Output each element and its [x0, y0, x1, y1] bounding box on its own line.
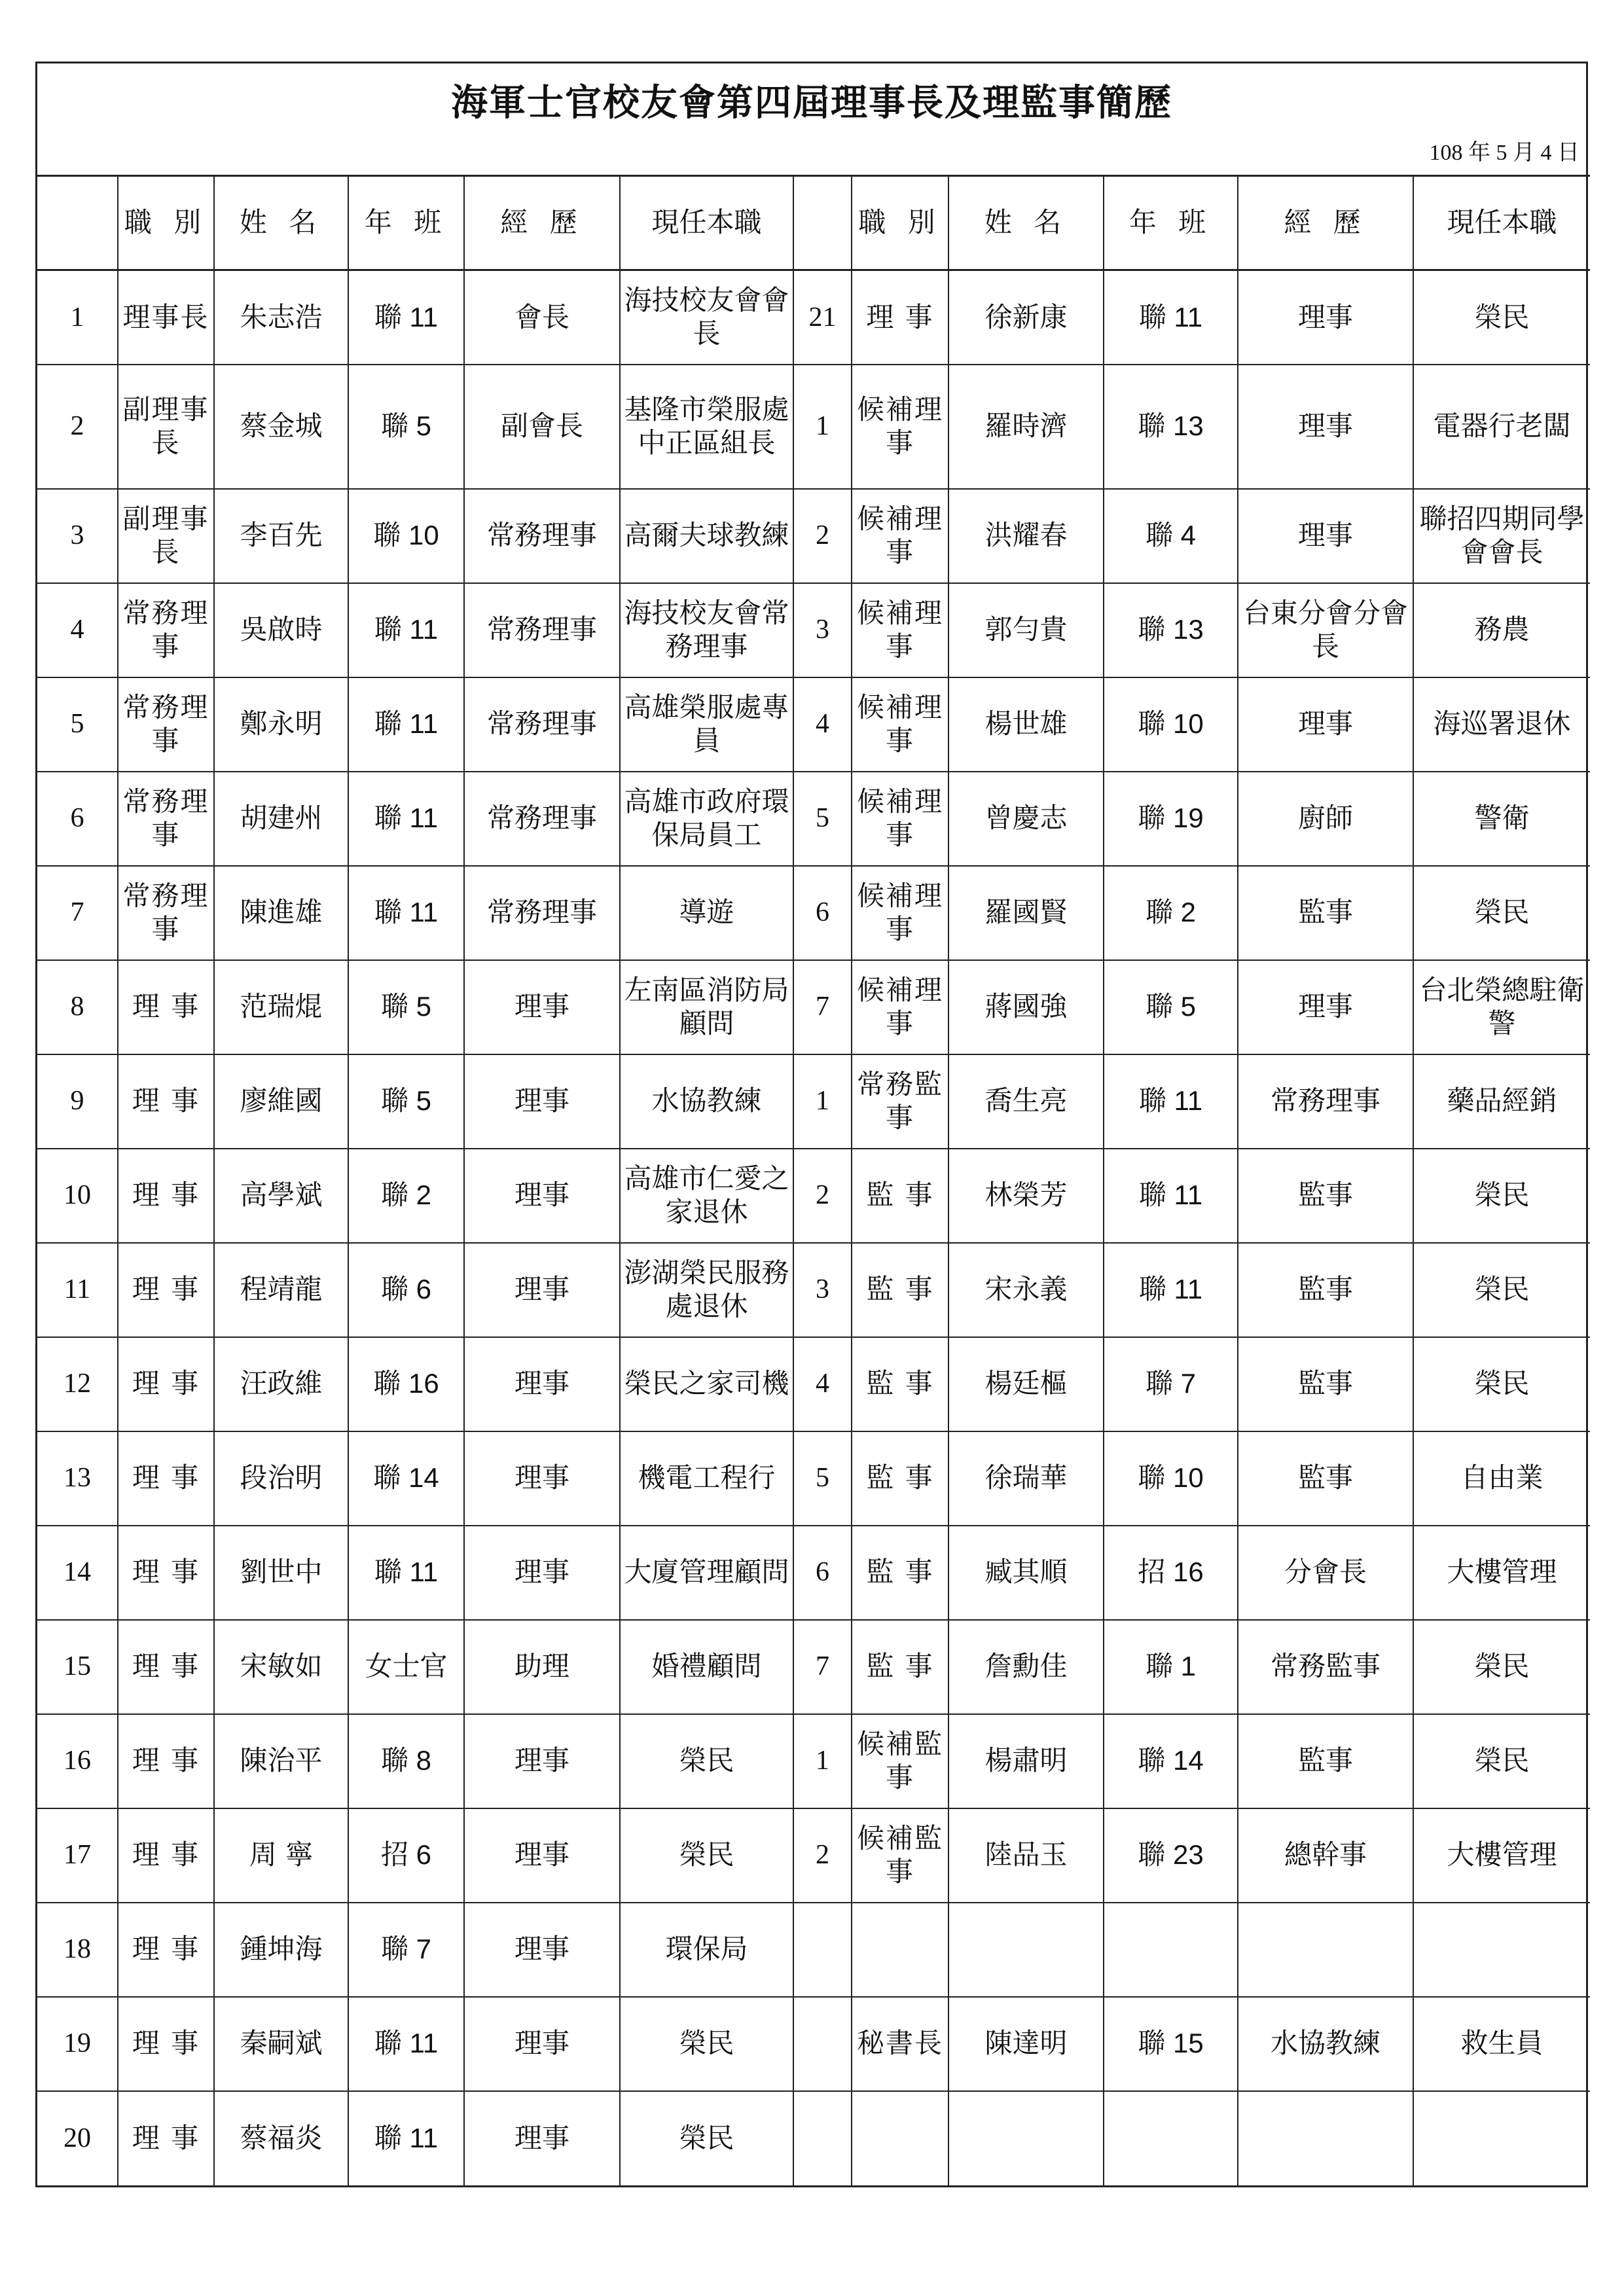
experience-cell-right: 監事: [1238, 1243, 1413, 1337]
header-role: 職 別: [118, 176, 214, 270]
current-job-cell: 左南區消防局顧問: [620, 960, 793, 1054]
class-cell: 招 6: [348, 1808, 464, 1903]
experience-cell-right: 監事: [1238, 1149, 1413, 1243]
name-cell-right: 詹勳佳: [948, 1620, 1104, 1714]
current-job-cell: 澎湖榮民服務處退休: [620, 1243, 793, 1337]
role-cell: 理 事: [118, 1997, 214, 2091]
name-cell-right: 喬生亮: [948, 1054, 1104, 1149]
class-cell-right: 聯 2: [1104, 866, 1238, 960]
table-row: [37, 772, 1590, 866]
table-row: [37, 270, 1590, 365]
row-number-right: 1: [793, 365, 852, 489]
row-number-right: 2: [793, 1149, 852, 1243]
class-cell: 聯 11: [348, 2091, 464, 2185]
row-number-right: 4: [793, 1337, 852, 1431]
row-number-right: 2: [793, 1808, 852, 1903]
name-cell-right: 楊廷樞: [948, 1337, 1104, 1431]
class-cell-right: 聯 11: [1104, 1054, 1238, 1149]
role-cell-right: [852, 2091, 948, 2185]
class-cell: 聯 5: [348, 1054, 464, 1149]
table-row: [37, 1526, 1590, 1620]
class-cell-right: 聯 13: [1104, 583, 1238, 677]
current-job-cell-right: 藥品經銷: [1413, 1054, 1590, 1149]
name-cell-right: [948, 1903, 1104, 1997]
role-cell-right: 理 事: [852, 270, 948, 365]
name-cell-right: 徐新康: [948, 270, 1104, 365]
class-cell-right: 聯 1: [1104, 1620, 1238, 1714]
role-cell-right: 候補理事: [852, 583, 948, 677]
row-number: 5: [37, 677, 118, 772]
name-cell: 汪政維: [214, 1337, 348, 1431]
table-row: [37, 2091, 1590, 2185]
name-cell-right: 曾慶志: [948, 772, 1104, 866]
row-number: 13: [37, 1431, 118, 1526]
row-number: 9: [37, 1054, 118, 1149]
row-number: 20: [37, 2091, 118, 2185]
name-cell: 胡建州: [214, 772, 348, 866]
current-job-cell-right: 救生員: [1413, 1997, 1590, 2091]
name-cell: 范瑞焜: [214, 960, 348, 1054]
row-number-right: 6: [793, 866, 852, 960]
table-row: [37, 365, 1590, 489]
experience-cell-right: 理事: [1238, 677, 1413, 772]
role-cell-right: 監 事: [852, 1431, 948, 1526]
experience-cell: 理事: [464, 1431, 620, 1526]
role-cell: 理 事: [118, 1714, 214, 1808]
experience-cell-right: 監事: [1238, 1337, 1413, 1431]
experience-cell: 理事: [464, 1526, 620, 1620]
role-cell: 理 事: [118, 1243, 214, 1337]
current-job-cell-right: [1413, 1903, 1590, 1997]
header-class-right: 年 班: [1104, 176, 1238, 270]
experience-cell: 副會長: [464, 365, 620, 489]
current-job-cell-right: 榮民: [1413, 1337, 1590, 1431]
row-number: 1: [37, 270, 118, 365]
name-cell: 程靖龍: [214, 1243, 348, 1337]
current-job-cell: 海技校友會常務理事: [620, 583, 793, 677]
role-cell-right: 監 事: [852, 1337, 948, 1431]
table-row: [37, 1620, 1590, 1714]
table-row: [37, 1337, 1590, 1431]
role-cell-right: 候補理事: [852, 677, 948, 772]
row-number-right: 3: [793, 583, 852, 677]
row-number: 16: [37, 1714, 118, 1808]
experience-cell: 常務理事: [464, 772, 620, 866]
row-number-right: 5: [793, 772, 852, 866]
row-number-right: [793, 1903, 852, 1997]
current-job-cell: 高雄市政府環保局員工: [620, 772, 793, 866]
current-job-cell: 榮民: [620, 1714, 793, 1808]
experience-cell: 理事: [464, 1149, 620, 1243]
role-cell: 常務理事: [118, 677, 214, 772]
experience-cell-right: 監事: [1238, 866, 1413, 960]
name-cell: 劉世中: [214, 1526, 348, 1620]
experience-cell-right: 常務理事: [1238, 1054, 1413, 1149]
class-cell: 聯 2: [348, 1149, 464, 1243]
name-cell: 周 寧: [214, 1808, 348, 1903]
experience-cell-right: 理事: [1238, 270, 1413, 365]
name-cell: 吳啟時: [214, 583, 348, 677]
row-number-right: 7: [793, 1620, 852, 1714]
role-cell-right: 監 事: [852, 1526, 948, 1620]
row-number-right: 3: [793, 1243, 852, 1337]
table-row: [37, 1054, 1590, 1149]
roster-table: [37, 175, 1590, 2185]
name-cell: 鄭永明: [214, 677, 348, 772]
class-cell-right: 聯 23: [1104, 1808, 1238, 1903]
name-cell-right: [948, 2091, 1104, 2185]
row-number: 6: [37, 772, 118, 866]
row-number-right: 21: [793, 270, 852, 365]
current-job-cell-right: 聯招四期同學會會長: [1413, 489, 1590, 583]
table-row: [37, 677, 1590, 772]
experience-cell: 理事: [464, 1808, 620, 1903]
name-cell: 朱志浩: [214, 270, 348, 365]
header-row: [37, 176, 1590, 270]
current-job-cell-right: 大樓管理: [1413, 1808, 1590, 1903]
current-job-cell-right: 自由業: [1413, 1431, 1590, 1526]
experience-cell-right: 水協教練: [1238, 1997, 1413, 2091]
document-date: 108 年 5 月 4 日: [1429, 141, 1579, 165]
row-number: 15: [37, 1620, 118, 1714]
experience-cell: 會長: [464, 270, 620, 365]
row-number-right: 1: [793, 1054, 852, 1149]
table-row: [37, 489, 1590, 583]
class-cell-right: 聯 7: [1104, 1337, 1238, 1431]
current-job-cell-right: 榮民: [1413, 1620, 1590, 1714]
name-cell-right: 楊世雄: [948, 677, 1104, 772]
experience-cell-right: 分會長: [1238, 1526, 1413, 1620]
role-cell-right: 監 事: [852, 1149, 948, 1243]
role-cell: 理 事: [118, 1149, 214, 1243]
name-cell: 高學斌: [214, 1149, 348, 1243]
current-job-cell: 基隆市榮服處 中正區組長: [620, 365, 793, 489]
role-cell: 理 事: [118, 1054, 214, 1149]
header-name: 姓 名: [214, 176, 348, 270]
table-row: [37, 1714, 1590, 1808]
name-cell: 李百先: [214, 489, 348, 583]
class-cell: 聯 11: [348, 1526, 464, 1620]
roster-body: [37, 270, 1590, 2185]
role-cell: 理事長: [118, 270, 214, 365]
name-cell-right: 楊肅明: [948, 1714, 1104, 1808]
class-cell: 聯 11: [348, 677, 464, 772]
header-index-right: [793, 176, 852, 270]
role-cell: 常務理事: [118, 772, 214, 866]
name-cell: 蔡福炎: [214, 2091, 348, 2185]
name-cell-right: 蔣國強: [948, 960, 1104, 1054]
table-row: [37, 1808, 1590, 1903]
class-cell: 女士官: [348, 1620, 464, 1714]
experience-cell: 常務理事: [464, 489, 620, 583]
role-cell: 理 事: [118, 1620, 214, 1714]
class-cell: 聯 16: [348, 1337, 464, 1431]
name-cell-right: 陳達明: [948, 1997, 1104, 2091]
class-cell: 聯 7: [348, 1903, 464, 1997]
experience-cell: 常務理事: [464, 583, 620, 677]
experience-cell: 理事: [464, 2091, 620, 2185]
row-number-right: [793, 2091, 852, 2185]
header-class: 年 班: [348, 176, 464, 270]
role-cell: 理 事: [118, 1431, 214, 1526]
name-cell: 廖維國: [214, 1054, 348, 1149]
table-row: [37, 960, 1590, 1054]
role-cell-right: [852, 1903, 948, 1997]
class-cell-right: 聯 14: [1104, 1714, 1238, 1808]
role-cell-right: 候補理事: [852, 960, 948, 1054]
table-row: [37, 1243, 1590, 1337]
role-cell-right: 候補理事: [852, 489, 948, 583]
class-cell-right: 聯 13: [1104, 365, 1238, 489]
class-cell-right: 聯 19: [1104, 772, 1238, 866]
role-cell: 理 事: [118, 1337, 214, 1431]
name-cell-right: 郭勻貴: [948, 583, 1104, 677]
current-job-cell: 導遊: [620, 866, 793, 960]
experience-cell-right: 理事: [1238, 489, 1413, 583]
name-cell-right: 洪耀春: [948, 489, 1104, 583]
header-role-right: 職 別: [852, 176, 948, 270]
experience-cell-right: 常務監事: [1238, 1620, 1413, 1714]
role-cell: 常務理事: [118, 583, 214, 677]
role-cell: 理 事: [118, 1808, 214, 1903]
row-number-right: 1: [793, 1714, 852, 1808]
role-cell-right: 候補理事: [852, 365, 948, 489]
role-cell: 副理事長: [118, 365, 214, 489]
table-row: [37, 1431, 1590, 1526]
name-cell-right: 羅時濟: [948, 365, 1104, 489]
current-job-cell: 婚禮顧問: [620, 1620, 793, 1714]
name-cell-right: 陸品玉: [948, 1808, 1104, 1903]
experience-cell: 理事: [464, 1997, 620, 2091]
experience-cell: 理事: [464, 1243, 620, 1337]
row-number-right: 7: [793, 960, 852, 1054]
experience-cell: 助理: [464, 1620, 620, 1714]
current-job-cell: 水協教練: [620, 1054, 793, 1149]
current-job-cell: 榮民: [620, 2091, 793, 2185]
row-number: 14: [37, 1526, 118, 1620]
experience-cell: 理事: [464, 1054, 620, 1149]
table-row: [37, 583, 1590, 677]
row-number: 17: [37, 1808, 118, 1903]
experience-cell-right: 廚師: [1238, 772, 1413, 866]
class-cell-right: 聯 11: [1104, 270, 1238, 365]
page-title: 海軍士官校友會第四屆理事長及理監事簡歷: [451, 82, 1172, 124]
class-cell-right: 聯 10: [1104, 1431, 1238, 1526]
row-number: 10: [37, 1149, 118, 1243]
role-cell-right: 候補監事: [852, 1714, 948, 1808]
experience-cell: 常務理事: [464, 866, 620, 960]
experience-cell: 理事: [464, 1337, 620, 1431]
row-number: 4: [37, 583, 118, 677]
name-cell: 陳治平: [214, 1714, 348, 1808]
experience-cell-right: 監事: [1238, 1431, 1413, 1526]
current-job-cell-right: 大樓管理: [1413, 1526, 1590, 1620]
class-cell-right: 聯 11: [1104, 1149, 1238, 1243]
header-experience: 經 歷: [464, 176, 620, 270]
table-row: [37, 1903, 1590, 1997]
row-number: 8: [37, 960, 118, 1054]
current-job-cell-right: 榮民: [1413, 1714, 1590, 1808]
header-experience-right: 經 歷: [1238, 176, 1413, 270]
current-job-cell: 海技校友會會長: [620, 270, 793, 365]
class-cell-right: 聯 5: [1104, 960, 1238, 1054]
experience-cell-right: [1238, 1903, 1413, 1997]
name-cell-right: 徐瑞華: [948, 1431, 1104, 1526]
table-row: [37, 866, 1590, 960]
name-cell-right: 臧其順: [948, 1526, 1104, 1620]
class-cell: 聯 6: [348, 1243, 464, 1337]
current-job-cell-right: 榮民: [1413, 270, 1590, 365]
current-job-cell-right: 警衛: [1413, 772, 1590, 866]
row-number: 12: [37, 1337, 118, 1431]
class-cell: 聯 11: [348, 866, 464, 960]
class-cell: 聯 5: [348, 365, 464, 489]
row-number-right: 4: [793, 677, 852, 772]
current-job-cell-right: [1413, 2091, 1590, 2185]
row-number-right: 5: [793, 1431, 852, 1526]
class-cell: 聯 10: [348, 489, 464, 583]
current-job-cell-right: 榮民: [1413, 1243, 1590, 1337]
name-cell-right: 羅國賢: [948, 866, 1104, 960]
current-job-cell: 機電工程行: [620, 1431, 793, 1526]
class-cell-right: 聯 10: [1104, 677, 1238, 772]
class-cell: 聯 11: [348, 583, 464, 677]
row-number: 11: [37, 1243, 118, 1337]
header-current-job-right: 現任本職: [1413, 176, 1590, 270]
role-cell: 常務理事: [118, 866, 214, 960]
current-job-cell-right: 榮民: [1413, 1149, 1590, 1243]
row-number: 2: [37, 365, 118, 489]
class-cell: 聯 11: [348, 772, 464, 866]
current-job-cell-right: 海巡署退休: [1413, 677, 1590, 772]
role-cell: 理 事: [118, 1526, 214, 1620]
table-row: [37, 1997, 1590, 2091]
name-cell: 蔡金城: [214, 365, 348, 489]
current-job-cell-right: 台北榮總駐衛警: [1413, 960, 1590, 1054]
experience-cell-right: 理事: [1238, 960, 1413, 1054]
class-cell: 聯 8: [348, 1714, 464, 1808]
class-cell: 聯 14: [348, 1431, 464, 1526]
role-cell-right: 監 事: [852, 1620, 948, 1714]
experience-cell: 理事: [464, 1903, 620, 1997]
role-cell-right: 候補監事: [852, 1808, 948, 1903]
role-cell: 理 事: [118, 960, 214, 1054]
row-number: 7: [37, 866, 118, 960]
experience-cell: 理事: [464, 960, 620, 1054]
row-number: 3: [37, 489, 118, 583]
current-job-cell: 榮民之家司機: [620, 1337, 793, 1431]
role-cell-right: 候補理事: [852, 772, 948, 866]
experience-cell-right: 理事: [1238, 365, 1413, 489]
experience-cell-right: 監事: [1238, 1714, 1413, 1808]
current-job-cell: 大廈管理顧問: [620, 1526, 793, 1620]
class-cell-right: [1104, 1903, 1238, 1997]
name-cell: 秦嗣斌: [214, 1997, 348, 2091]
class-cell: 聯 11: [348, 1997, 464, 2091]
role-cell-right: 監 事: [852, 1243, 948, 1337]
experience-cell-right: 台東分會分會長: [1238, 583, 1413, 677]
table-row: [37, 1149, 1590, 1243]
current-job-cell-right: 電器行老闆: [1413, 365, 1590, 489]
class-cell-right: 招 16: [1104, 1526, 1238, 1620]
header-current-job: 現任本職: [620, 176, 793, 270]
header-index-left: [37, 176, 118, 270]
role-cell-right: 候補理事: [852, 866, 948, 960]
name-cell: 段治明: [214, 1431, 348, 1526]
class-cell-right: 聯 11: [1104, 1243, 1238, 1337]
row-number-right: 6: [793, 1526, 852, 1620]
row-number-right: [793, 1997, 852, 2091]
experience-cell: 常務理事: [464, 677, 620, 772]
current-job-cell: 榮民: [620, 1808, 793, 1903]
class-cell-right: 聯 15: [1104, 1997, 1238, 2091]
class-cell: 聯 11: [348, 270, 464, 365]
name-cell-right: 林榮芳: [948, 1149, 1104, 1243]
name-cell: 宋敏如: [214, 1620, 348, 1714]
current-job-cell: 環保局: [620, 1903, 793, 1997]
current-job-cell-right: 務農: [1413, 583, 1590, 677]
experience-cell-right: 總幹事: [1238, 1808, 1413, 1903]
name-cell: 鍾坤海: [214, 1903, 348, 1997]
role-cell: 副理事長: [118, 489, 214, 583]
current-job-cell: 高雄市仁愛之家退休: [620, 1149, 793, 1243]
current-job-cell-right: 榮民: [1413, 866, 1590, 960]
class-cell: 聯 5: [348, 960, 464, 1054]
experience-cell-right: [1238, 2091, 1413, 2185]
name-cell-right: 宋永義: [948, 1243, 1104, 1337]
role-cell-right: 秘書長: [852, 1997, 948, 2091]
row-number-right: 2: [793, 489, 852, 583]
class-cell-right: [1104, 2091, 1238, 2185]
header-name-right: 姓 名: [948, 176, 1104, 270]
role-cell-right: 常務監事: [852, 1054, 948, 1149]
row-number: 18: [37, 1903, 118, 1997]
experience-cell: 理事: [464, 1714, 620, 1808]
document-frame: [35, 62, 1588, 2187]
name-cell: 陳進雄: [214, 866, 348, 960]
current-job-cell: 榮民: [620, 1997, 793, 2091]
current-job-cell: 高爾夫球教練: [620, 489, 793, 583]
row-number: 19: [37, 1997, 118, 2091]
role-cell: 理 事: [118, 1903, 214, 1997]
current-job-cell: 高雄榮服處專員: [620, 677, 793, 772]
role-cell: 理 事: [118, 2091, 214, 2185]
class-cell-right: 聯 4: [1104, 489, 1238, 583]
